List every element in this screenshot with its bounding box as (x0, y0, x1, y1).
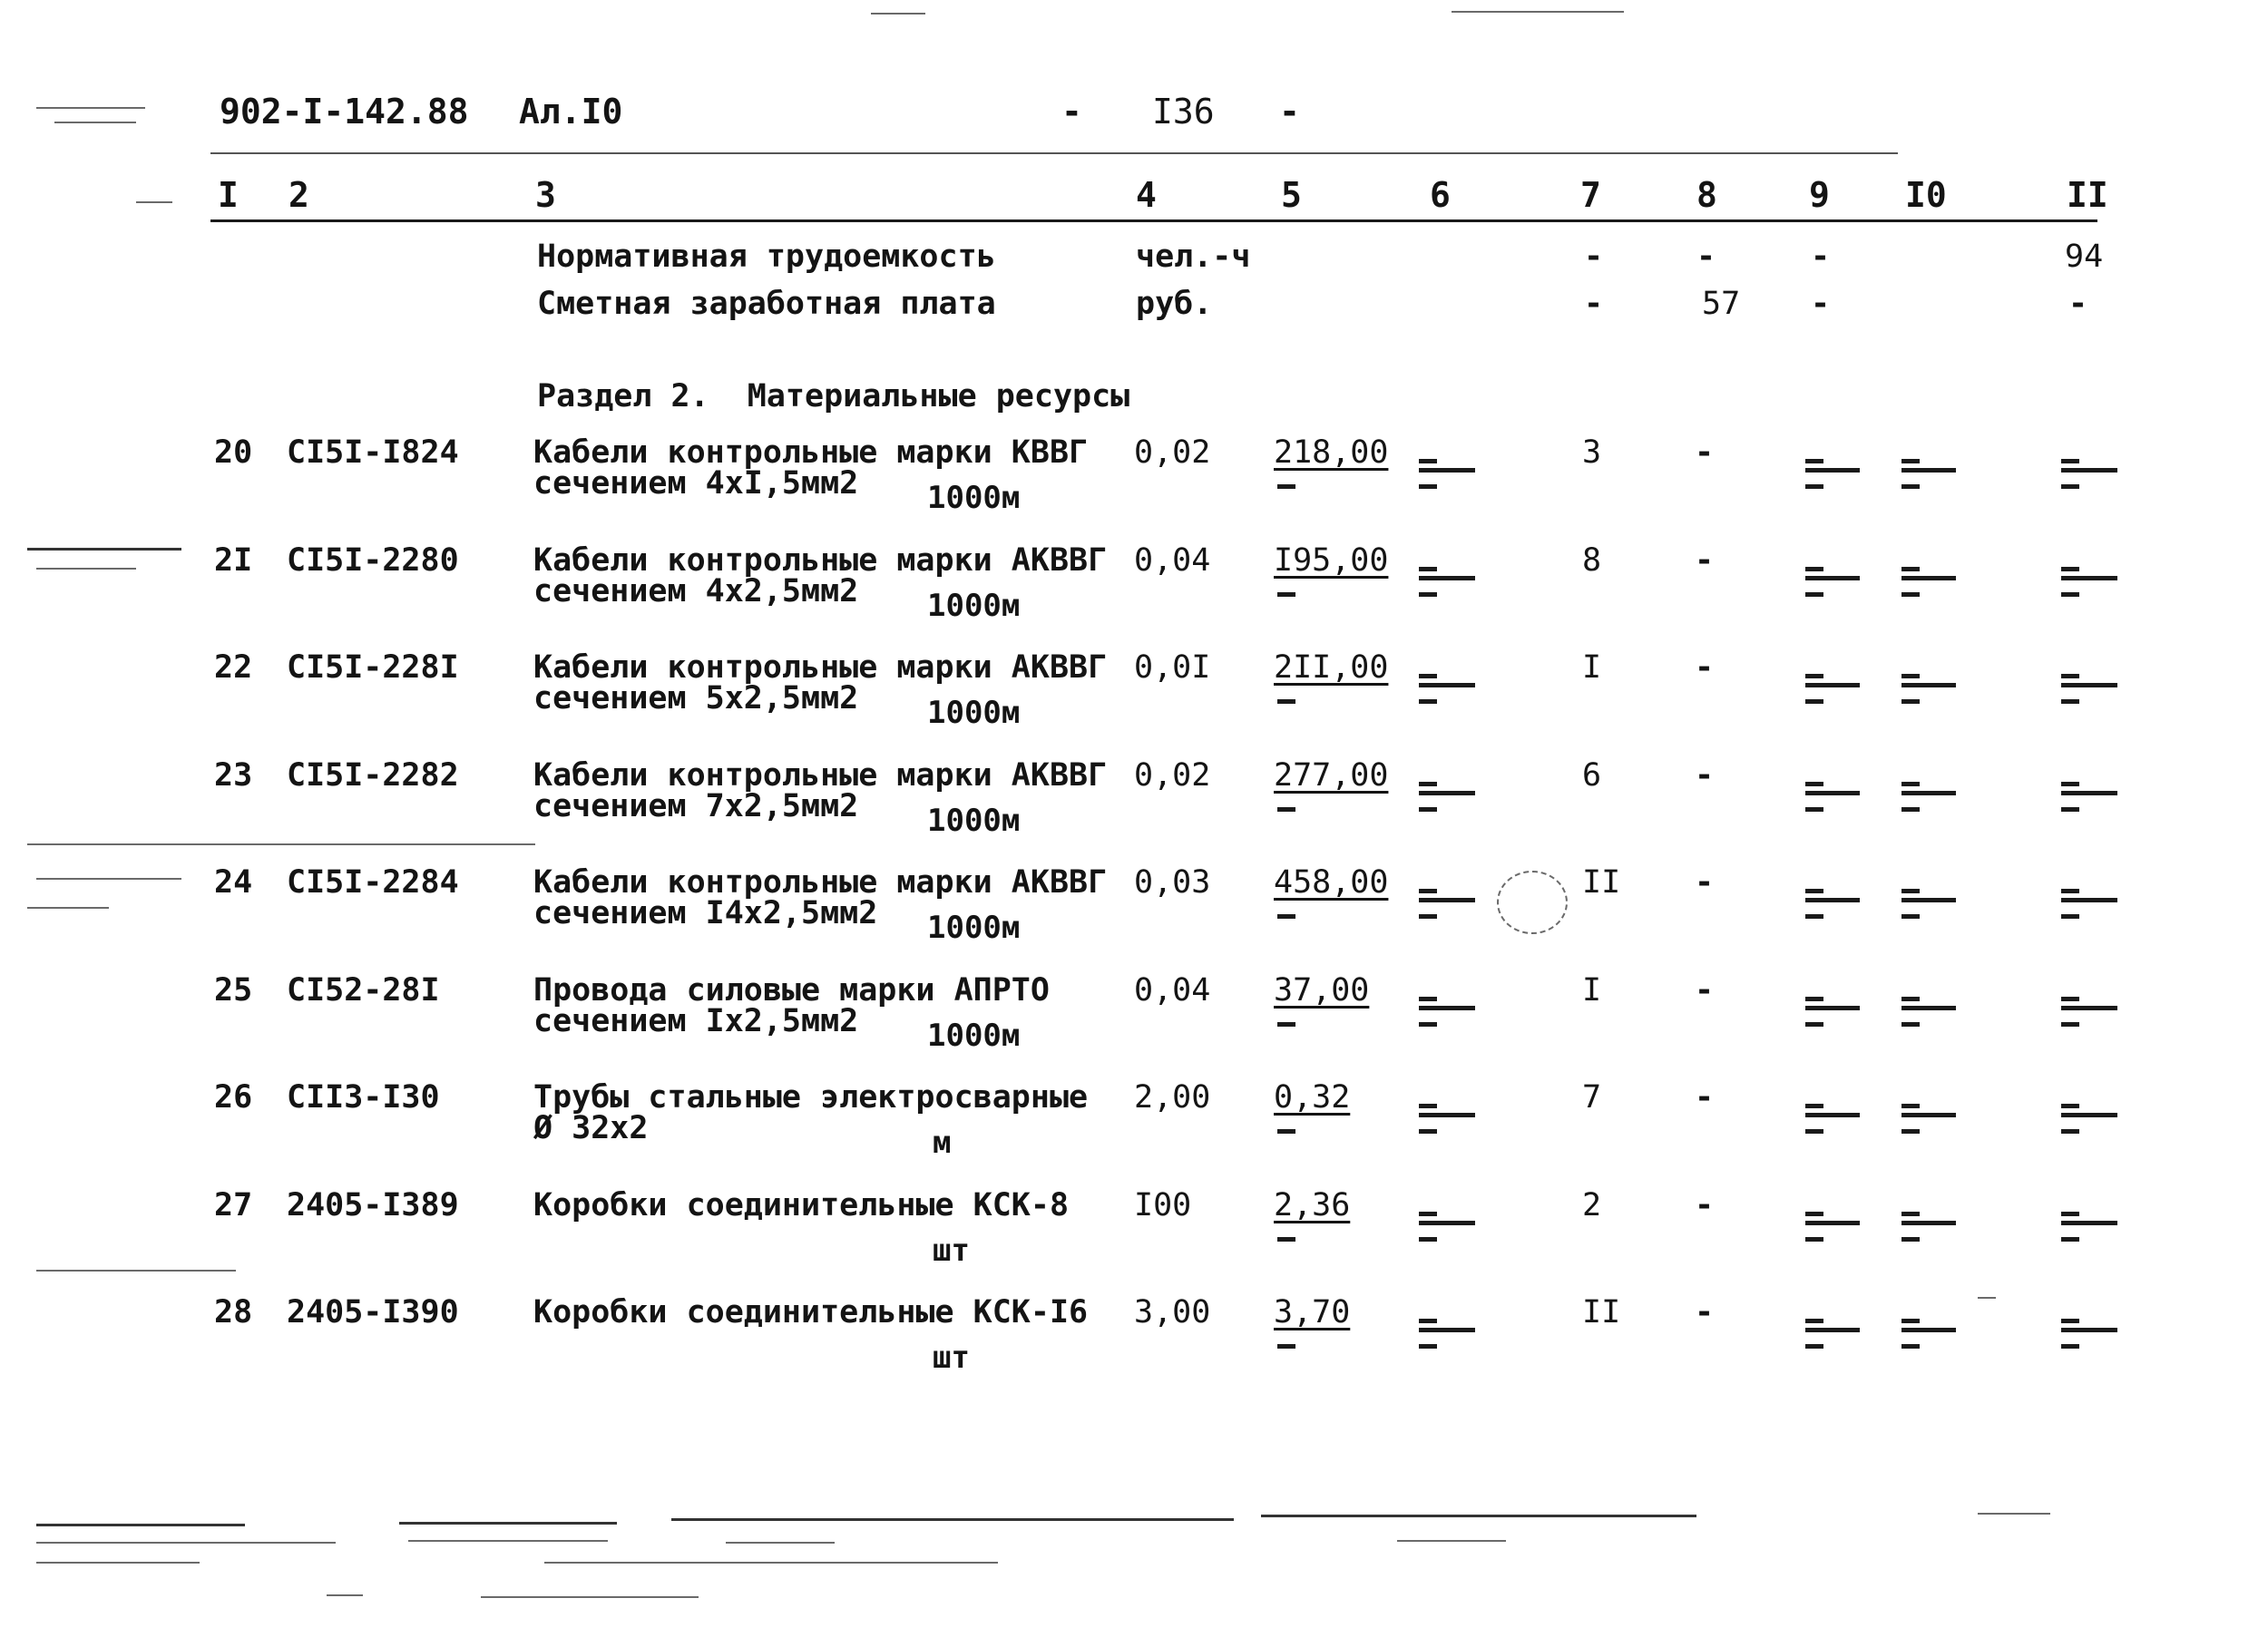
col6-upper-dash (1419, 889, 1437, 893)
item-unit-price: 3,70 (1274, 1294, 1351, 1330)
summary-unit: чел.-ч (1136, 239, 1251, 275)
item-unit-price: 277,00 (1274, 757, 1389, 794)
col11-lower-dash (2061, 484, 2079, 489)
item-number: 26 (214, 1079, 253, 1116)
item-col7: 8 (1582, 542, 1602, 579)
col10-upper-dash (1901, 782, 1920, 786)
item-quantity: 0,02 (1134, 757, 1211, 794)
col6-upper-dash (1419, 1104, 1437, 1108)
footer-line (1397, 1540, 1506, 1542)
scan-speck (871, 13, 925, 15)
item-col7: I (1582, 649, 1602, 686)
item-col8: - (1695, 757, 1715, 794)
item-description: Кабели контрольные марки АКВВГ (533, 757, 1108, 794)
col11-upper-dash (2061, 1212, 2079, 1216)
col9-lower-dash (1805, 484, 1823, 489)
item-col8: - (1695, 864, 1715, 901)
scan-speck (136, 201, 172, 203)
col10-rule (1901, 1006, 1956, 1010)
item-unit-price: 0,32 (1274, 1079, 1351, 1116)
col6-lower-dash (1419, 807, 1437, 812)
col6-rule (1419, 1221, 1475, 1225)
col10-upper-dash (1901, 1319, 1920, 1323)
col11-rule (2061, 1221, 2117, 1225)
item-unit-price: 218,00 (1274, 434, 1389, 471)
item-col7: II (1582, 1294, 1621, 1330)
col10-upper-dash (1901, 1212, 1920, 1216)
col9-upper-dash (1805, 567, 1823, 571)
item-unit-price: 2II,00 (1274, 649, 1389, 686)
price-lower-dash (1277, 1237, 1295, 1242)
item-number: 27 (214, 1187, 253, 1223)
item-number: 2I (214, 542, 253, 579)
col9-upper-dash (1805, 459, 1823, 463)
item-code: CI52-28I (287, 972, 440, 1009)
column-number-7: 7 (1580, 175, 1601, 215)
col10-lower-dash (1901, 914, 1920, 919)
footer-line (481, 1596, 699, 1598)
col6-upper-dash (1419, 997, 1437, 1001)
col11-rule (2061, 898, 2117, 902)
col9-rule (1805, 1328, 1860, 1332)
footer-line (544, 1562, 998, 1564)
col6-upper-dash (1419, 459, 1437, 463)
col11-rule (2061, 683, 2117, 687)
scan-speck (36, 568, 136, 570)
item-col7: II (1582, 864, 1621, 901)
col9-lower-dash (1805, 914, 1823, 919)
col9-rule (1805, 791, 1860, 795)
item-description: Коробки соединительные КСК-8 (533, 1187, 1070, 1223)
item-number: 23 (214, 757, 253, 794)
summary-label: Нормативная трудоемкость (537, 239, 996, 275)
summary-label: Сметная заработная плата (537, 286, 996, 322)
column-number-4: 4 (1136, 175, 1157, 215)
col10-lower-dash (1901, 807, 1920, 812)
col6-lower-dash (1419, 1237, 1437, 1242)
col11-lower-dash (2061, 1344, 2079, 1349)
item-unit: м (933, 1125, 952, 1161)
item-description: Кабели контрольные марки КВВГ (533, 434, 1089, 471)
item-quantity: 0,04 (1134, 972, 1211, 1009)
summary-col8: - (1696, 239, 1716, 275)
col10-upper-dash (1901, 567, 1920, 571)
header-bottom-rule (210, 219, 2097, 222)
footer-line (36, 1524, 245, 1526)
col6-lower-dash (1419, 1129, 1437, 1134)
item-unit: 1000м (927, 480, 1021, 516)
item-code: CI5I-I824 (287, 434, 459, 471)
item-col7: 3 (1582, 434, 1602, 471)
price-lower-dash (1277, 1344, 1295, 1349)
col9-upper-dash (1805, 889, 1823, 893)
column-number-2: 2 (288, 175, 309, 215)
footer-line (408, 1540, 608, 1542)
item-description: Кабели контрольные марки АКВВГ (533, 864, 1108, 901)
col9-lower-dash (1805, 1344, 1823, 1349)
scan-speck (1978, 1297, 1996, 1299)
col6-rule (1419, 791, 1475, 795)
section-title: Раздел 2. Материальные ресурсы (537, 378, 1130, 414)
item-quantity: 2,00 (1134, 1079, 1211, 1116)
item-code: 2405-I389 (287, 1187, 459, 1223)
item-col8: - (1695, 542, 1715, 579)
col11-upper-dash (2061, 1319, 2079, 1323)
column-number-8: 8 (1696, 175, 1717, 215)
footer-line (327, 1594, 363, 1596)
item-unit: 1000м (927, 695, 1021, 731)
col9-lower-dash (1805, 807, 1823, 812)
column-number-11: II (2067, 175, 2108, 215)
item-description: Кабели контрольные марки АКВВГ (533, 542, 1108, 579)
col9-rule (1805, 1113, 1860, 1117)
item-col7: 6 (1582, 757, 1602, 794)
col11-upper-dash (2061, 567, 2079, 571)
scan-smudge (1497, 871, 1568, 934)
item-quantity: 0,03 (1134, 864, 1211, 901)
col10-lower-dash (1901, 1237, 1920, 1242)
col9-lower-dash (1805, 1022, 1823, 1027)
col9-upper-dash (1805, 1104, 1823, 1108)
item-number: 22 (214, 649, 253, 686)
col11-rule (2061, 1328, 2117, 1332)
col11-lower-dash (2061, 699, 2079, 704)
scan-speck (27, 843, 535, 845)
summary-col8: 57 (1702, 286, 1741, 322)
item-description-line2: сечением I4x2,5мм2 (533, 895, 878, 931)
col11-lower-dash (2061, 592, 2079, 597)
price-lower-dash (1277, 1129, 1295, 1134)
col11-rule (2061, 791, 2117, 795)
col6-lower-dash (1419, 1344, 1437, 1349)
col6-upper-dash (1419, 567, 1437, 571)
footer-line (1261, 1515, 1696, 1517)
col9-lower-dash (1805, 1129, 1823, 1134)
summary-col7: - (1584, 239, 1604, 275)
column-number-6: 6 (1430, 175, 1451, 215)
col6-lower-dash (1419, 699, 1437, 704)
item-number: 20 (214, 434, 253, 471)
item-col8: - (1695, 1079, 1715, 1116)
footer-line (36, 1542, 336, 1544)
col9-rule (1805, 468, 1860, 473)
summary-col9: - (1811, 286, 1831, 322)
column-number-1: I (218, 175, 239, 215)
col11-upper-dash (2061, 459, 2079, 463)
item-description: Коробки соединительные КСК-I6 (533, 1294, 1089, 1330)
footer-line (36, 1562, 200, 1564)
item-description-line2: сечением 4xI,5мм2 (533, 465, 859, 502)
col10-rule (1901, 1328, 1956, 1332)
summary-col11: 94 (2065, 239, 2104, 275)
item-description: Провода силовые марки АПРТО (533, 972, 1050, 1009)
col10-upper-dash (1901, 997, 1920, 1001)
page-number: I36 (1152, 92, 1215, 132)
col10-rule (1901, 1221, 1956, 1225)
item-code: CI5I-2284 (287, 864, 459, 901)
scan-speck (36, 878, 181, 880)
item-quantity: 3,00 (1134, 1294, 1211, 1330)
footer-line (1978, 1513, 2050, 1515)
col10-lower-dash (1901, 699, 1920, 704)
col10-lower-dash (1901, 484, 1920, 489)
item-number: 28 (214, 1294, 253, 1330)
col6-lower-dash (1419, 914, 1437, 919)
item-code: CI5I-228I (287, 649, 459, 686)
item-unit: шт (933, 1233, 970, 1269)
col11-lower-dash (2061, 807, 2079, 812)
item-quantity: 0,0I (1134, 649, 1211, 686)
scan-speck (54, 122, 136, 123)
col6-rule (1419, 468, 1475, 473)
item-description-line2: Ø 32x2 (533, 1110, 649, 1146)
col9-lower-dash (1805, 1237, 1823, 1242)
item-description: Трубы стальные электросварные (533, 1079, 1089, 1116)
scan-speck (36, 1270, 236, 1272)
col11-lower-dash (2061, 1022, 2079, 1027)
item-col7: I (1582, 972, 1602, 1009)
col10-rule (1901, 898, 1956, 902)
summary-unit: руб. (1136, 286, 1213, 322)
col6-upper-dash (1419, 1212, 1437, 1216)
page-dash-right: - (1279, 92, 1300, 132)
item-unit: 1000м (927, 910, 1021, 946)
price-lower-dash (1277, 699, 1295, 704)
item-col8: - (1695, 1294, 1715, 1330)
item-code: CI5I-2280 (287, 542, 459, 579)
col10-lower-dash (1901, 592, 1920, 597)
col11-upper-dash (2061, 997, 2079, 1001)
col11-upper-dash (2061, 1104, 2079, 1108)
price-lower-dash (1277, 807, 1295, 812)
col6-lower-dash (1419, 592, 1437, 597)
col6-lower-dash (1419, 1022, 1437, 1027)
doc-code: 902-I-142.88 (220, 92, 469, 132)
page-dash-left: - (1061, 92, 1082, 132)
col10-upper-dash (1901, 674, 1920, 678)
footer-line (399, 1522, 617, 1525)
col9-upper-dash (1805, 674, 1823, 678)
col11-lower-dash (2061, 914, 2079, 919)
column-number-9: 9 (1809, 175, 1830, 215)
col6-upper-dash (1419, 782, 1437, 786)
footer-line (671, 1518, 1234, 1521)
col11-upper-dash (2061, 889, 2079, 893)
item-unit: 1000м (927, 588, 1021, 624)
col10-rule (1901, 468, 1956, 473)
col11-rule (2061, 576, 2117, 580)
footer-line (726, 1542, 835, 1544)
col10-lower-dash (1901, 1344, 1920, 1349)
item-unit: шт (933, 1340, 970, 1376)
col9-rule (1805, 1221, 1860, 1225)
col11-upper-dash (2061, 782, 2079, 786)
item-description-line2: сечением Ix2,5мм2 (533, 1003, 859, 1039)
col9-rule (1805, 1006, 1860, 1010)
sheet-label: Ал.I0 (519, 92, 623, 132)
col11-rule (2061, 468, 2117, 473)
item-code: 2405-I390 (287, 1294, 459, 1330)
item-col7: 2 (1582, 1187, 1602, 1223)
item-description: Кабели контрольные марки АКВВГ (533, 649, 1108, 686)
col9-upper-dash (1805, 782, 1823, 786)
col11-upper-dash (2061, 674, 2079, 678)
summary-col11: - (2068, 286, 2088, 322)
column-number-5: 5 (1281, 175, 1302, 215)
item-unit: 1000м (927, 1018, 1021, 1054)
item-number: 24 (214, 864, 253, 901)
item-col8: - (1695, 972, 1715, 1009)
price-lower-dash (1277, 592, 1295, 597)
col11-rule (2061, 1113, 2117, 1117)
summary-col7: - (1584, 286, 1604, 322)
col9-upper-dash (1805, 997, 1823, 1001)
col9-upper-dash (1805, 1212, 1823, 1216)
scan-speck (36, 107, 145, 109)
item-col7: 7 (1582, 1079, 1602, 1116)
col6-upper-dash (1419, 674, 1437, 678)
price-lower-dash (1277, 1022, 1295, 1027)
item-unit-price: I95,00 (1274, 542, 1389, 579)
item-unit-price: 458,00 (1274, 864, 1389, 901)
item-quantity: 0,02 (1134, 434, 1211, 471)
col9-rule (1805, 576, 1860, 580)
col10-upper-dash (1901, 1104, 1920, 1108)
col10-rule (1901, 1113, 1956, 1117)
col9-rule (1805, 683, 1860, 687)
price-lower-dash (1277, 484, 1295, 489)
col6-upper-dash (1419, 1319, 1437, 1323)
column-number-10: I0 (1905, 175, 1947, 215)
col6-rule (1419, 576, 1475, 580)
column-number-3: 3 (535, 175, 556, 215)
col10-upper-dash (1901, 889, 1920, 893)
col6-lower-dash (1419, 484, 1437, 489)
col9-upper-dash (1805, 1319, 1823, 1323)
price-lower-dash (1277, 914, 1295, 919)
item-quantity: 0,04 (1134, 542, 1211, 579)
col10-upper-dash (1901, 459, 1920, 463)
col11-lower-dash (2061, 1129, 2079, 1134)
item-number: 25 (214, 972, 253, 1009)
item-code: CII3-I30 (287, 1079, 440, 1116)
col9-lower-dash (1805, 699, 1823, 704)
item-col8: - (1695, 434, 1715, 471)
item-unit-price: 2,36 (1274, 1187, 1351, 1223)
scan-speck (27, 548, 181, 551)
item-description-line2: сечением 5x2,5мм2 (533, 680, 859, 716)
col9-rule (1805, 898, 1860, 902)
col9-lower-dash (1805, 592, 1823, 597)
item-quantity: I00 (1134, 1187, 1192, 1223)
col6-rule (1419, 1006, 1475, 1010)
col11-rule (2061, 1006, 2117, 1010)
summary-col9: - (1811, 239, 1831, 275)
col10-rule (1901, 683, 1956, 687)
item-code: CI5I-2282 (287, 757, 459, 794)
col10-lower-dash (1901, 1129, 1920, 1134)
item-col8: - (1695, 649, 1715, 686)
col10-lower-dash (1901, 1022, 1920, 1027)
col6-rule (1419, 1328, 1475, 1332)
col6-rule (1419, 683, 1475, 687)
scan-speck (27, 907, 109, 909)
col10-rule (1901, 791, 1956, 795)
col6-rule (1419, 1113, 1475, 1117)
col10-rule (1901, 576, 1956, 580)
scan-speck (1452, 11, 1624, 13)
col11-lower-dash (2061, 1237, 2079, 1242)
header-top-rule (210, 152, 1898, 154)
item-description-line2: сечением 7x2,5мм2 (533, 788, 859, 824)
item-col8: - (1695, 1187, 1715, 1223)
col6-rule (1419, 898, 1475, 902)
item-unit-price: 37,00 (1274, 972, 1370, 1009)
item-unit: 1000м (927, 803, 1021, 839)
item-description-line2: сечением 4x2,5мм2 (533, 573, 859, 609)
